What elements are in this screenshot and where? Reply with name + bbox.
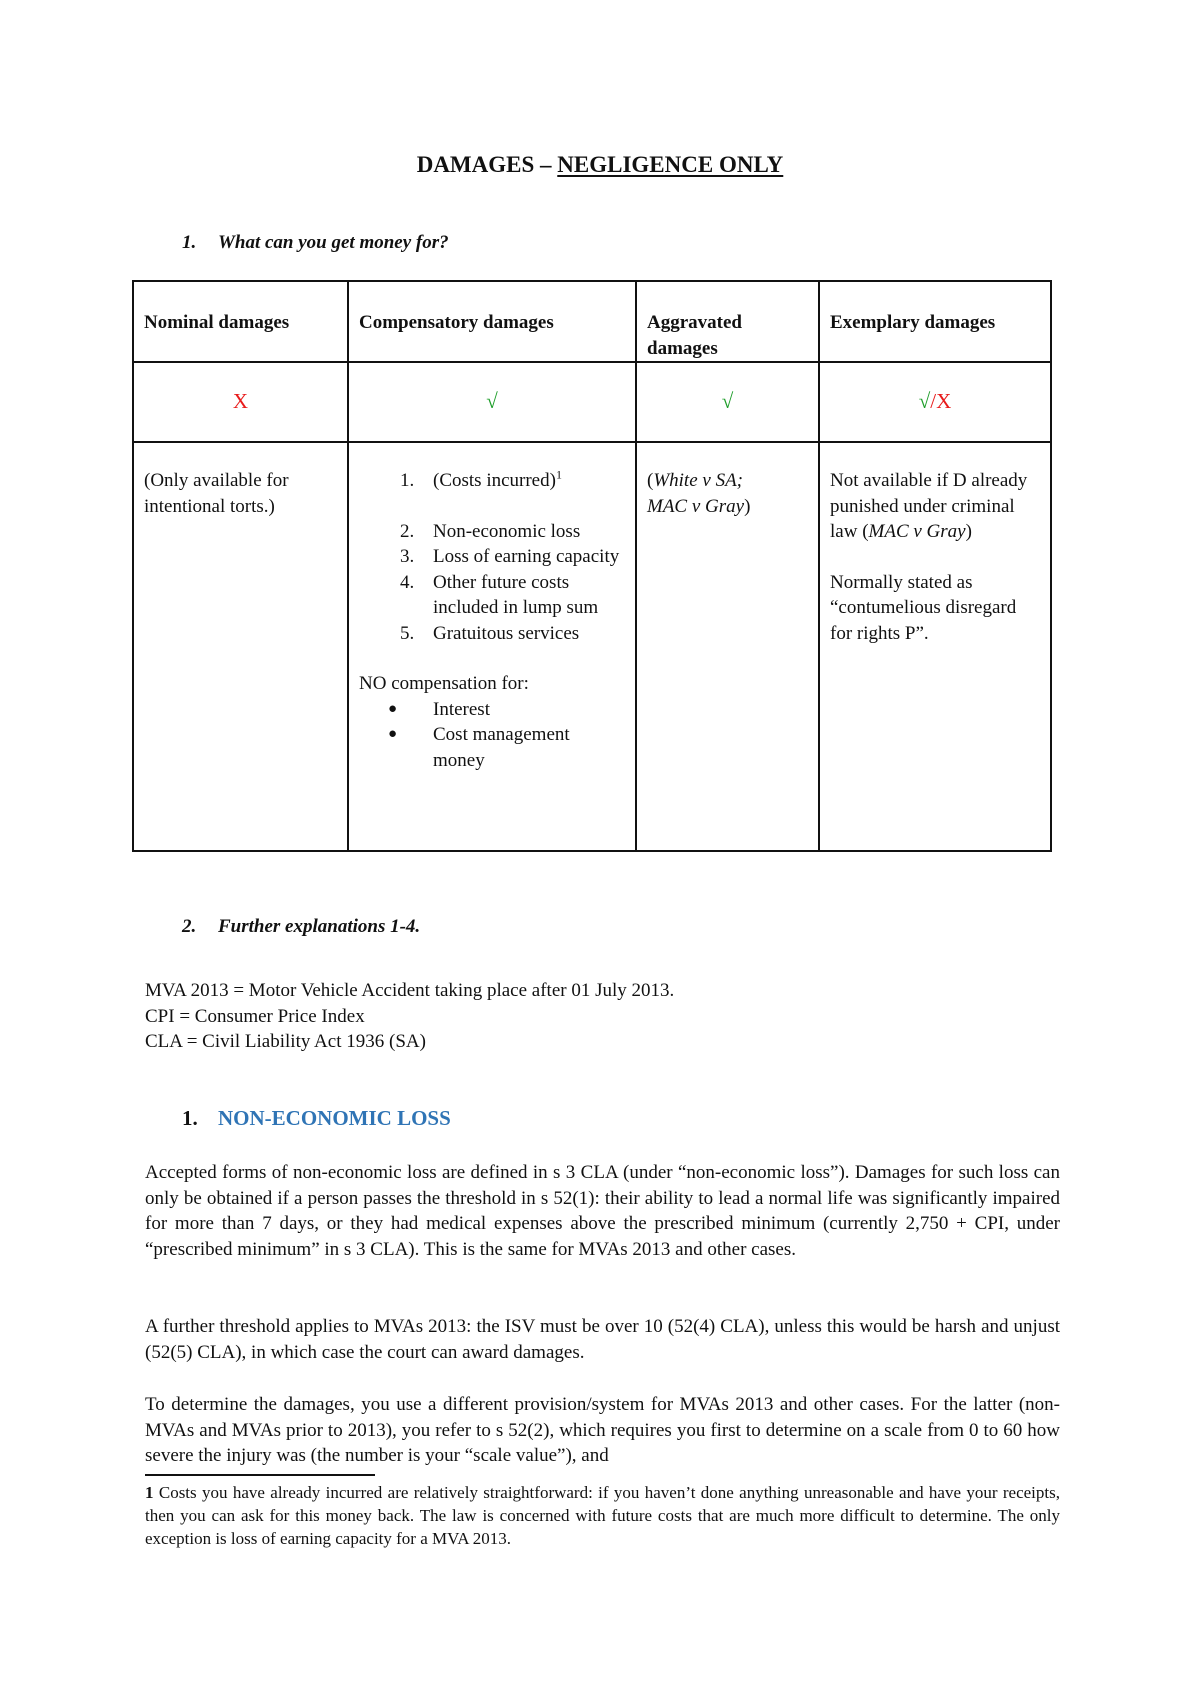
aggravated-cases: [636, 442, 819, 851]
no-comp-list: [359, 697, 625, 774]
mark-nominal: [133, 362, 348, 442]
list-item: [419, 468, 625, 494]
check-mark-icon: √: [918, 389, 931, 414]
paragraph: To determine the damages, you use a different provision/system for MVAs 2013 and other cases. For the latter (non-MVAs and MVAs prior to 2013), you refer to s 52(2), which requires you first to determine on a scale from 0 to 60 how severe the injury was (the number is your “scale value”), and: [145, 1394, 1060, 1466]
header-compensatory: Compensatory damages: [348, 281, 636, 362]
paren-close: ): [965, 521, 972, 542]
cross-mark-icon: X: [232, 389, 249, 414]
list-item: 3. Loss of earning capacity: [419, 544, 625, 570]
section-1-title: NON-ECONOMIC LOSS: [218, 1106, 451, 1130]
footnote-ref: 1: [555, 467, 562, 482]
definition-line: CLA = Civil Liability Act 1936 (SA): [145, 1031, 426, 1052]
no-comp-label: NO compensation for:: [359, 673, 529, 694]
footnote-divider: [145, 1474, 375, 1476]
exemplary-standard: Normally stated as “contumelious disregard for rights P”.: [830, 571, 1017, 644]
table-header-row: [133, 281, 1051, 362]
header-nominal: Nominal damages: [133, 281, 348, 362]
paren-open: (: [647, 470, 654, 491]
definitions: [145, 978, 1045, 1055]
paragraph: A further threshold applies to MVAs 2013: the ISV must be over 10 (52(4) CLA), unless this would be harsh and unjust (52(5) CLA), in which case the court can award damages.: [145, 1316, 1060, 1363]
section-1-number: 1.: [182, 1106, 198, 1130]
footnote-text: Costs you have already incurred are relatively straightforward: if you haven’t done anything unreasonable and have your receipts, then you can ask for this money back. The law is concerned with future costs that are much more difficult to determine. The only exception is loss of earning capacity for a MVA 2013.: [145, 1483, 1060, 1548]
exemplary-note: [830, 468, 1040, 545]
bullet-icon: ●: [388, 726, 398, 742]
paren-close: ): [744, 495, 751, 517]
question-1-number: 1.: [182, 232, 197, 253]
mark-exemplary: [819, 362, 1051, 442]
table-body-row: [133, 442, 1051, 851]
case-citation: MAC v Gray: [868, 521, 966, 542]
check-mark-icon: √: [721, 389, 734, 414]
list-item-text: Interest: [433, 698, 490, 720]
footnote-number: 1: [145, 1483, 154, 1502]
exemplary-details: [819, 442, 1051, 851]
footnote: [145, 1481, 1060, 1550]
title-underlined: NEGLIGENCE ONLY: [557, 152, 784, 177]
cross-mark-icon: X: [936, 389, 952, 414]
case-citation: White v SA;: [653, 470, 744, 491]
question-1-text: What can you get money for?: [218, 232, 449, 253]
definition-line: MVA 2013 = Motor Vehicle Accident taking place after 01 July 2013.: [145, 980, 675, 1001]
question-2-number: 2.: [182, 916, 197, 937]
list-item: 4. Other future costs included in lump sum: [419, 570, 625, 621]
nominal-note: (Only available for intentional torts.): [133, 442, 348, 851]
list-item-text: Cost management money: [433, 724, 570, 771]
exemplary-text: Not available if D already punished under criminal law: [830, 470, 1028, 542]
case-citation: MAC v Gray: [647, 495, 745, 517]
bullet-icon: ●: [388, 700, 398, 717]
mark-aggravated: [636, 362, 819, 442]
header-exemplary: Exemplary damages: [819, 281, 1051, 362]
paragraph: Accepted forms of non-economic loss are defined in s 3 CLA (under “non-economic loss”). Damages for such loss can only be obtained if a person passes the threshold in s 52(1): their ability to lead a normal life was significantly impaired for more than 7 days, or they had medical expenses above the prescribed minimum (currently 2,750 + CPI, under “prescribed minimum” in s 3 CLA). This is the same for MVAs 2013 and other cases.: [145, 1162, 1060, 1260]
mark-compensatory: [348, 362, 636, 442]
definition-line: CPI = Consumer Price Index: [145, 1005, 365, 1027]
list-item: [388, 697, 625, 723]
document-title: [0, 150, 1200, 180]
list-item: 5. Gratuitous services: [419, 621, 625, 647]
question-2-text: Further explanations 1-4.: [218, 916, 421, 937]
check-mark-icon: √: [486, 389, 498, 414]
list-item-text: (Costs incurred): [433, 470, 556, 491]
paren-open: (: [862, 521, 869, 542]
list-item: 2. Non-economic loss: [419, 519, 625, 545]
damages-table: [132, 280, 1052, 852]
compensatory-details: [348, 442, 636, 851]
table-marks-row: [133, 362, 1051, 442]
list-item: [388, 722, 625, 773]
compensatory-list: [359, 468, 625, 646]
title-prefix: DAMAGES –: [416, 152, 558, 177]
header-aggravated: Aggravated damages: [636, 281, 819, 362]
mark-separator: /: [930, 389, 937, 414]
